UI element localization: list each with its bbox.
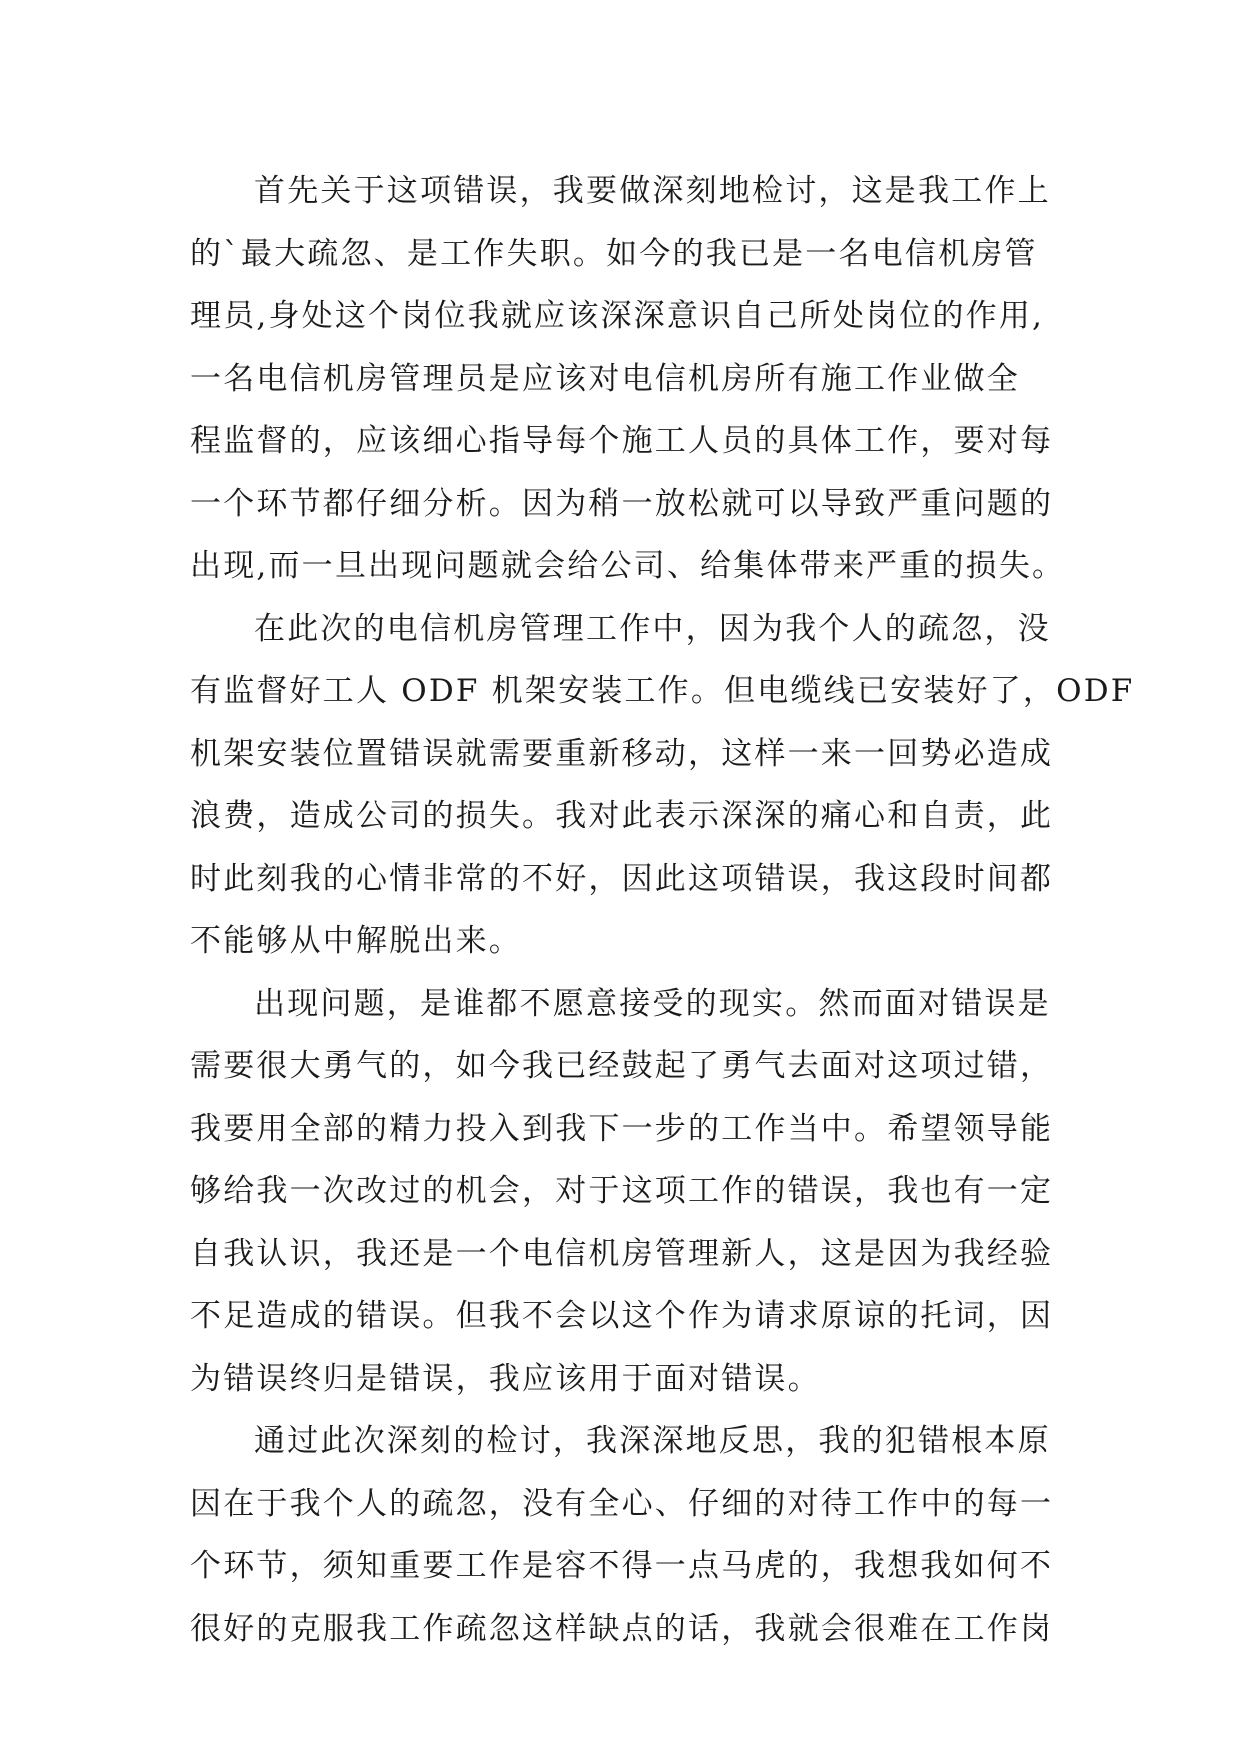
text-line: 我要用全部的精力投入到我下一步的工作当中。希望领导能: [190, 1110, 1054, 1147]
text-line: 不能够从中解脱出来。: [190, 923, 522, 959]
text-line: 在此次的电信机房管理工作中，因为我个人的疏忽，没: [254, 610, 1051, 647]
text-line: 有监督好工人 ODF 机架安装工作。但电缆线已安装好了，ODF: [190, 673, 1135, 709]
text-line: 够给我一次改过的机会，对于这项工作的错误，我也有一定: [190, 1173, 1054, 1209]
text-line: 首先关于这项错误，我要做深刻地检讨，这是我工作上: [254, 173, 1051, 209]
text-line: 个环节，须知重要工作是容不得一点马虎的，我想我如何不: [190, 1548, 1054, 1584]
text-line: 很好的克服我工作疏忽这样缺点的话，我就会很难在工作岗: [190, 1610, 1054, 1647]
text-line: 需要很大勇气的，如今我已经鼓起了勇气去面对这项过错，: [190, 1048, 1054, 1084]
text-line: 自我认识，我还是一个电信机房管理新人，这是因为我经验: [190, 1235, 1054, 1272]
text-line: 不足造成的错误。但我不会以这个作为请求原谅的托词，因: [190, 1298, 1054, 1334]
text-line: 程监督的，应该细心指导每个施工人员的具体工作，要对每: [190, 423, 1054, 459]
text-line: 一名电信机房管理员是应该对电信机房所有施工作业做全: [190, 360, 1020, 397]
text-line: 因在于我个人的疏忽，没有全心、仔细的对待工作中的每一: [190, 1485, 1054, 1522]
text-line: 为错误终归是错误，我应该用于面对错误。: [190, 1360, 821, 1397]
document-body: [190, 160, 1135, 1660]
text-line: 理员,身处这个岗位我就应该深深意识自己所处岗位的作用,: [190, 298, 1045, 334]
text-line: 出现,而一旦出现问题就会给公司、给集体带来严重的损失。: [190, 548, 1066, 584]
text-line: 一个环节都仔细分析。因为稍一放松就可以导致严重问题的: [190, 485, 1054, 522]
text-line: 的`最大疏忽、是工作失职。如今的我已是一名电信机房管: [190, 235, 1038, 272]
text-line: 浪费，造成公司的损失。我对此表示深深的痛心和自责，此: [190, 798, 1054, 834]
text-line: 出现问题，是谁都不愿意接受的现实。然而面对错误是: [254, 985, 1051, 1022]
text-line: 机架安装位置错误就需要重新移动，这样一来一回势必造成: [190, 735, 1054, 772]
text-line: 通过此次深刻的检讨，我深深地反思，我的犯错根本原: [254, 1423, 1051, 1459]
text-line: 时此刻我的心情非常的不好，因此这项错误，我这段时间都: [190, 860, 1054, 897]
